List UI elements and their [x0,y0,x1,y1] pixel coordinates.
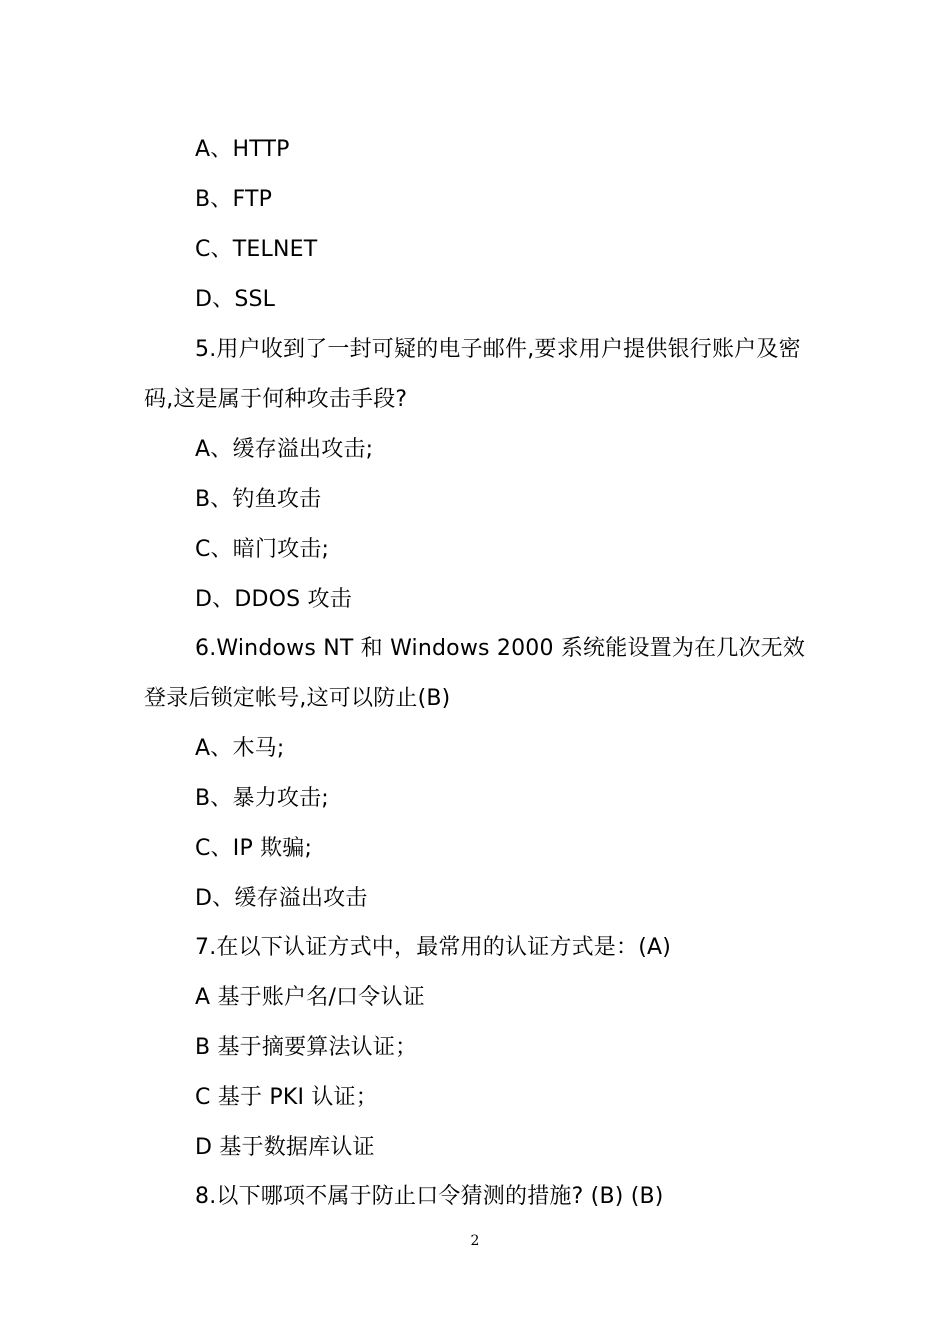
question-7: 7.在以下认证方式中，最常用的认证方式是：(A) [195,935,672,960]
option-d-ssl: D、SSL [195,287,276,312]
q6-option-a: A、木马; [195,736,285,761]
q6-option-b: B、暴力攻击; [195,786,329,811]
option-a-http: A、HTTP [195,137,290,162]
q7-option-b: B 基于摘要算法认证； [195,1035,418,1060]
option-b-ftp: B、FTP [195,187,273,212]
page-number: 2 [470,1233,480,1249]
q5-option-a: A、缓存溢出攻击; [195,437,374,462]
question-6-line-2: 登录后锁定帐号,这可以防止(B) [144,686,451,711]
option-c-telnet: C、TELNET [195,237,318,262]
q7-option-d: D 基于数据库认证 [195,1135,375,1160]
q5-option-d: D、DDOS 攻击 [195,587,352,612]
q6-option-c: C、IP 欺骗; [195,836,313,861]
question-6-line-1: 6.Windows NT 和 Windows 2000 系统能设置为在几次无效 [195,636,806,661]
q6-option-d: D、缓存溢出攻击 [195,886,368,911]
q7-option-c: C 基于 PKI 认证； [195,1085,378,1110]
question-8: 8.以下哪项不属于防止口令猜测的措施? (B) (B) [195,1184,664,1209]
q5-option-b: B、钓鱼攻击 [195,487,322,512]
q5-option-c: C、暗门攻击; [195,537,330,562]
question-5-line-1: 5.用户收到了一封可疑的电子邮件,要求用户提供银行账户及密 [195,337,801,362]
q7-option-a: A 基于账户名/口令认证 [195,985,425,1010]
question-5-line-2: 码,这是属于何种攻击手段? [144,387,408,412]
